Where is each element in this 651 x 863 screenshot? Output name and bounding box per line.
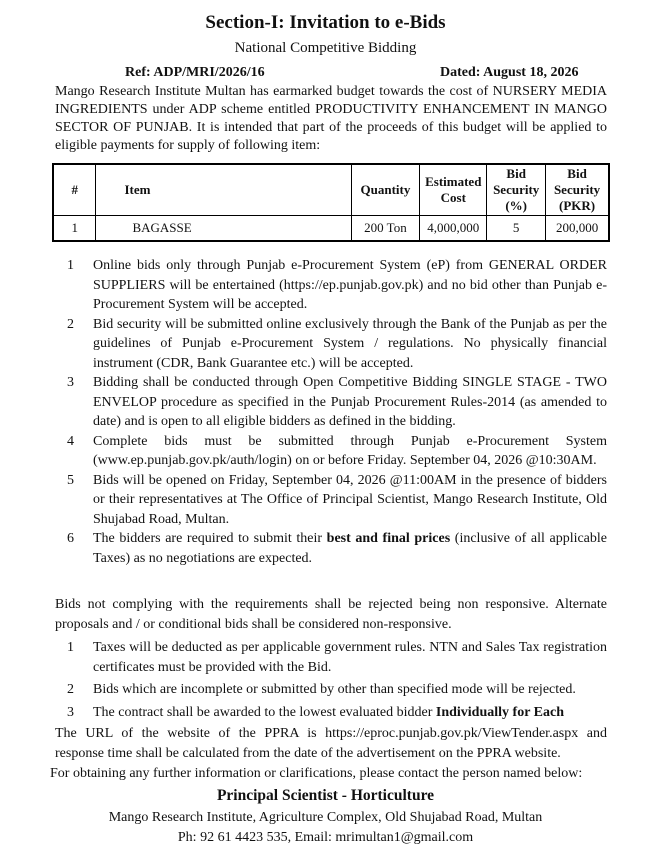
list-item [55,432,607,471]
rejection-note: Bids not complying with the requirements shall be rejected being non responsive. Alternate proposals and / or conditional bids shall be considered non-responsive. [55,597,607,632]
list-item [55,703,607,723]
contact-phone-email: Ph: 92 61 4423 535, Email: mrimultan1@gmail.com [177,830,474,845]
cell-bid-security-pct: 5 [487,216,546,242]
list-number: 1 [67,258,74,273]
cell-item: BAGASSE [96,216,351,242]
cell-number: 1 [53,216,96,242]
list-item [55,680,607,700]
list-number: 6 [67,531,74,546]
reference-number: Ref: ADP/MRI/2026/16 [125,65,265,80]
list-number: 2 [67,682,74,697]
ppra-note: The URL of the website of the PPRA is https://eproc.punjab.gov.pk/ViewTender.aspx and response time shall be calculated from the date of the advertisement on the PPRA website. [55,726,607,761]
col-header-bid-security-pkr: Bid Security (PKR) [546,164,609,216]
list-item [55,638,607,677]
date-line: Dated: August 18, 2026 [440,65,579,80]
list-text: Taxes will be deducted as per applicable government rules. NTN and Sales Tax registration certificates must be provided with the Bid. [93,640,607,675]
col-header-number: # [53,164,96,216]
col-header-quantity: Quantity [351,164,420,216]
table-row [53,216,609,242]
col-header-item: Item [96,164,351,216]
list-text-bold: best and final prices [326,531,451,546]
list-text-start: The bidders are required to submit their [93,531,327,546]
list-item [55,373,607,432]
cell-estimated-cost: 4,000,000 [420,216,487,242]
contact-intro: For obtaining any further information or clarifications, please contact the person named below: [50,766,583,781]
list-number: 5 [67,472,74,488]
list-item [55,529,607,568]
document-subtitle: National Competitive Bidding [234,40,417,56]
document-title: Section-I: Invitation to e-Bids [205,12,446,33]
list-text: Bids will be opened on Friday, September 04, 2026 @11:00AM in the presence of bidders or their representatives at The Office of Principal Scientist, Mango Research Institute, Old Shujabad Road, Multan. [93,472,607,527]
terms-list [55,638,607,722]
list-text: Complete bids must be submitted through Punjab e-Procurement System (www.ep.punjab.gov.pk/auth/login) on or before Friday. September 04, 2026 @10:30AM. [93,433,607,468]
list-number: 3 [67,375,74,390]
col-header-estimated-cost: Estimated Cost [420,164,487,216]
contact-name: Principal Scientist - Horticulture [216,787,435,804]
list-text: Bid security will be submitted online exclusively through the Bank of the Punjab as per the guidelines of Punjab e-Procurement System / regulations. No physically financial instrument (CDR, Bank Guarantee etc.) will be accepted. [93,316,607,371]
cell-quantity: 200 Ton [351,216,420,242]
list-text-end: (inclusive of all applicable Taxes) as no negotiations are expected. [93,531,608,566]
list-number: 4 [67,433,74,449]
list-number: 1 [67,640,74,655]
list-number: 3 [67,704,74,720]
list-number: 2 [67,316,74,332]
col-header-bid-security-pct: Bid Security (%) [487,164,546,216]
table-header-row [53,164,609,216]
contact-address: Mango Research Institute, Agriculture Complex, Old Shujabad Road, Multan [108,810,543,825]
list-text: Online bids only through Punjab e-Procurement System (eP) from GENERAL ORDER SUPPLIERS will be entertained (https://ep.punjab.gov.pk) and no bid other than Punjab e-Procurement System will be accepted. [93,258,607,312]
items-table [52,163,610,242]
list-text: Bidding shall be conducted through Open Competitive Bidding SINGLE STAGE - TWO ENVELOP procedure as specified in the Punjab Procurement Rules-2014 (as amended to date) and is open to all eligible bidders as defined in the bidding. [93,375,607,429]
list-item [55,256,607,315]
list-text: Bids which are incomplete or submitted by other than specified mode will be rejected. [93,682,576,697]
conditions-list [55,256,607,568]
cell-bid-security-pkr: 200,000 [546,216,609,242]
list-item [55,471,607,530]
list-text-bold: Individually for Each [435,704,564,720]
intro-paragraph: Mango Research Institute Multan has earmarked budget towards the cost of NURSERY MEDIA INGREDIENTS under ADP scheme entitled PRODUCTIVITY ENHANCEMENT IN MANGO SECTOR OF PUNJAB. It is intended that part of the proceeds of this budget will be applied to eligible payments for supply of following item: [55,84,607,153]
list-text-start: The contract shall be awarded to the lowest evaluated bidder [93,704,436,720]
list-item [55,315,607,374]
